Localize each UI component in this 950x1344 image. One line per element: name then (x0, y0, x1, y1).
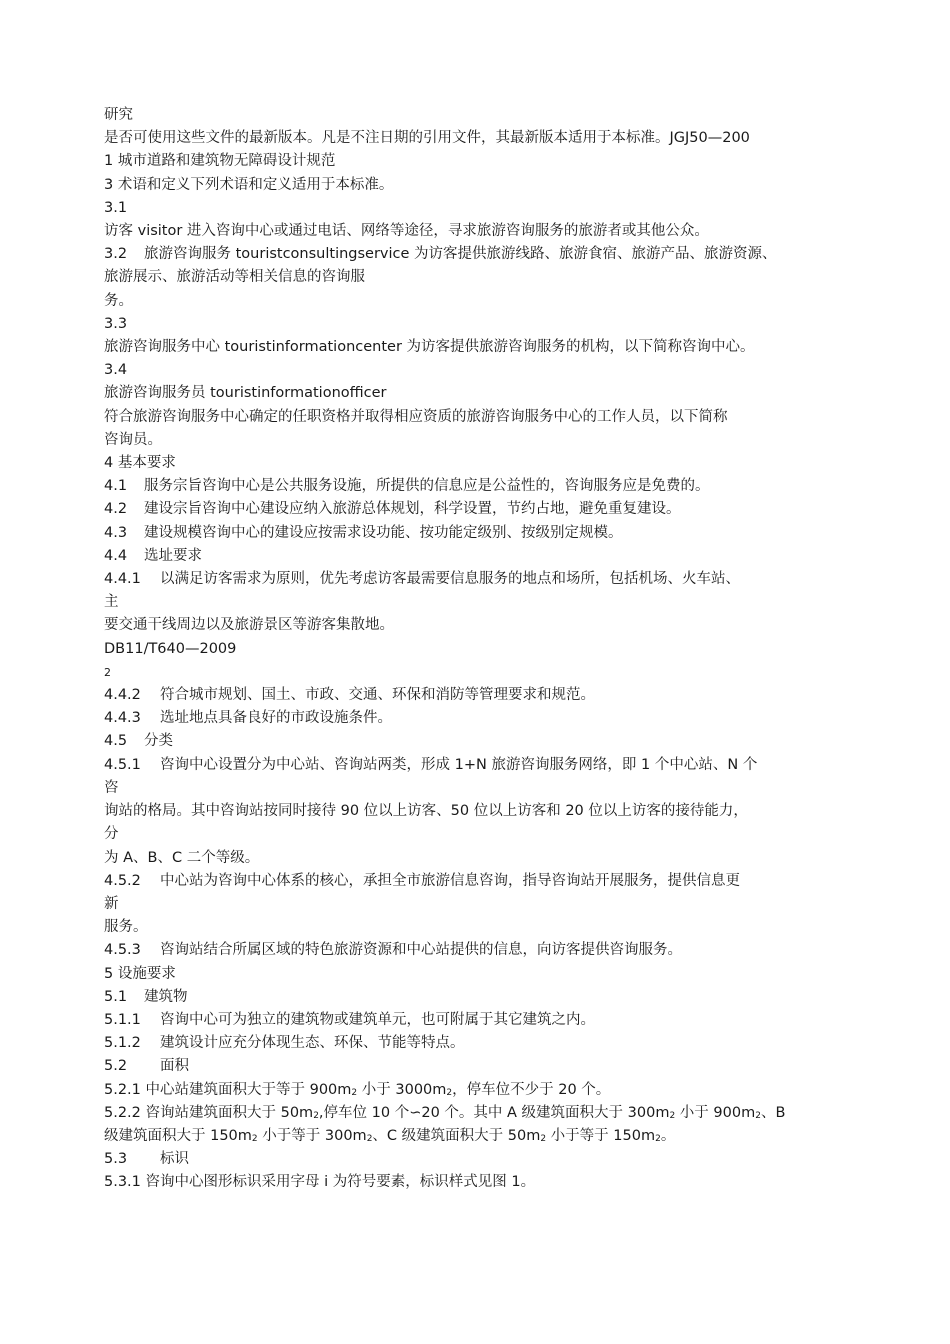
text-line: 研究 (104, 107, 133, 123)
text-line: 新 (104, 895, 119, 912)
clause-text: 选址要求 (144, 547, 202, 564)
clause-text: 建设规模咨询中心的建设应按需求设功能、按功能定级别、按级别定规模。 (144, 524, 623, 541)
clause-text: 建设宗旨咨询中心建设应纳入旅游总体规划，科学设置，节约占地，避免重复建设。 (144, 501, 681, 518)
text-run: 5.2.2 咨询站建筑面积大于 50m (104, 1104, 314, 1121)
clause-number: 4.1 (104, 478, 128, 495)
clause-4-5-3 (104, 939, 849, 962)
clause-4-1 (104, 475, 849, 498)
clause-5-3-1: 5.3.1 咨询中心图形标识采用字母 i 为符号要素，标识样式见图 1。 (104, 1174, 536, 1191)
clause-4-3 (104, 522, 849, 545)
clause-number: 4.5.2 (104, 872, 141, 889)
clause-number: 4.2 (104, 501, 128, 518)
superscript-unit: 2 (655, 1133, 661, 1144)
page-number: 2 (104, 665, 111, 679)
clause-number: 4.5.3 (104, 942, 141, 959)
superscript-unit: 2 (351, 1087, 358, 1098)
clause-text: 中心站为咨询中心体系的核心，承担全市旅游信息咨询，指导咨询站开展服务，提供信息更 (160, 872, 740, 889)
text-line: 是否可使用这些文件的最新版本。凡是不注日期的引用文件，其最新版本适用于本标准。JGJ50—200 (104, 130, 750, 147)
clause-4-4 (104, 545, 849, 568)
text-line: 旅游咨询服务员 touristinformationofficer (104, 385, 387, 402)
text-line: 务。 (104, 292, 133, 309)
clause-4-5 (104, 730, 849, 753)
clause-text: 咨询中心可为独立的建筑物或建筑单元，也可附属于其它建筑之内。 (160, 1011, 595, 1028)
text-line: 访客 visitor 进入咨询中心或通过电话、网络等途径，寻求旅游咨询服务的旅游者或其他公众。 (104, 223, 709, 240)
text-run: ，停车位不少于 20 个。 (452, 1081, 611, 1098)
clause-3-2 (104, 243, 849, 266)
clause-4-5-2 (104, 870, 849, 893)
superscript-unit: 2 (313, 1110, 319, 1121)
clause-text: 建筑设计应充分体现生态、环保、节能等特点。 (160, 1035, 465, 1052)
superscript-unit: 2 (446, 1087, 453, 1098)
text-line: 咨询员。 (104, 431, 162, 448)
clause-4-5-1 (104, 754, 849, 777)
clause-number: 4.5 (104, 733, 128, 750)
clause-number: 3.2 (104, 246, 128, 263)
text-run: 小于 900m (675, 1104, 756, 1121)
section-heading-3: 3 术语和定义下列术语和定义适用于本标准。 (104, 176, 394, 193)
clause-text: 面积 (160, 1058, 189, 1075)
clause-text: 分类 (144, 733, 173, 750)
clause-number: 3.1 (104, 199, 128, 216)
page-header-code: DB11/T640—2009 (104, 640, 237, 657)
section-heading-4: 4 基本要求 (104, 455, 176, 472)
clause-text: 以满足访客需求为原则，优先考虑访客最需要信息服务的地点和场所，包括机场、火车站、 (160, 571, 740, 588)
text-line: 主 (104, 594, 119, 611)
text-line: 要交通干线周边以及旅游景区等游客集散地。 (104, 617, 394, 634)
clause-4-2 (104, 498, 849, 521)
superscript-unit: 2 (669, 1110, 676, 1121)
clause-5-2-1 (104, 1079, 849, 1102)
clause-5-2 (104, 1055, 849, 1078)
superscript-unit: 2 (755, 1110, 761, 1121)
clause-number: 5.2 (104, 1058, 128, 1075)
clause-text: 符合城市规划、国土、市政、交通、环保和消防等管理要求和规范。 (160, 687, 595, 704)
text-line: 1 城市道路和建筑物无障碍设计规范 (104, 153, 336, 170)
clause-4-4-3 (104, 707, 849, 730)
superscript-unit: 2 (251, 1133, 258, 1144)
clause-5-1 (104, 986, 849, 1009)
text-run: 。 (660, 1127, 676, 1144)
text-line: 咨 (104, 779, 119, 796)
text-run: 级建筑面积大于 150m (104, 1127, 252, 1144)
text-line: 服务。 (104, 919, 148, 936)
text-run: ,停车位 10 个∽20 个。其中 A 级建筑面积大于 300m (318, 1104, 670, 1121)
clause-text: 咨询中心设置分为中心站、咨询站两类，形成 1+N 旅游咨询服务网络，即 1 个中心站、N 个 (160, 756, 758, 773)
clause-5-1-2 (104, 1032, 849, 1055)
clause-number: 4.4 (104, 547, 128, 564)
clause-number: 3.3 (104, 315, 128, 332)
superscript-unit: 2 (366, 1133, 373, 1144)
clause-number: 3.4 (104, 362, 128, 379)
clause-number: 5.1.2 (104, 1035, 141, 1052)
clause-number: 5.3 (104, 1151, 128, 1168)
clause-number: 4.4.2 (104, 687, 141, 704)
clause-number: 4.5.1 (104, 756, 141, 773)
text-run: 小于 3000m (357, 1081, 447, 1098)
clause-number: 4.4.3 (104, 710, 141, 727)
text-line: 旅游展示、旅游活动等相关信息的咨询服 (104, 269, 365, 286)
clause-number: 4.3 (104, 524, 128, 541)
clause-number: 5.1 (104, 988, 128, 1005)
document-page (104, 104, 849, 1195)
clause-4-4-1 (104, 568, 849, 591)
clause-5-2-2 (104, 1102, 849, 1125)
text-line: 为 A、B、C 二个等级。 (104, 849, 260, 866)
text-line: 分 (104, 826, 119, 843)
text-line: 旅游咨询服务中心 touristinformationcenter 为访客提供旅游咨询服务的机构，以下简称咨询中心。 (104, 339, 755, 356)
clause-5-3 (104, 1148, 849, 1171)
clause-5-1-1 (104, 1009, 849, 1032)
clause-text: 服务宗旨咨询中心是公共服务设施，所提供的信息应是公益性的，咨询服务应是免费的。 (144, 478, 710, 495)
section-heading-5: 5 设施要求 (104, 965, 176, 982)
clause-text: 咨询站结合所属区域的特色旅游资源和中心站提供的信息，向访客提供咨询服务。 (160, 942, 682, 959)
text-line: 询站的格局。其中咨询站按同时接待 90 位以上访客、50 位以上访客和 20 位以上访客的接待能力， (104, 803, 748, 820)
text-run: 、C 级建筑面积大于 50m (372, 1127, 541, 1144)
clause-text: 标识 (160, 1151, 189, 1168)
superscript-unit: 2 (540, 1133, 547, 1144)
clause-text: 旅游咨询服务 touristconsultingservice 为访客提供旅游线路、旅游食宿、旅游产品、旅游资源、 (144, 246, 777, 263)
text-run: 5.2.1 中心站建筑面积大于等于 900m (104, 1081, 352, 1098)
clause-number: 4.4.1 (104, 571, 141, 588)
text-run: 小于等于 300m (257, 1127, 367, 1144)
clause-number: 5.1.1 (104, 1011, 141, 1028)
clause-text: 建筑物 (144, 988, 188, 1005)
text-line (104, 1125, 849, 1148)
clause-4-4-2 (104, 684, 849, 707)
text-line: 符合旅游咨询服务中心确定的任职资格并取得相应资质的旅游咨询服务中心的工作人员，以下简称 (104, 408, 728, 425)
text-run: 小于等于 150m (546, 1127, 656, 1144)
text-run: 、B (760, 1104, 786, 1121)
clause-text: 选址地点具备良好的市政设施条件。 (160, 710, 392, 727)
